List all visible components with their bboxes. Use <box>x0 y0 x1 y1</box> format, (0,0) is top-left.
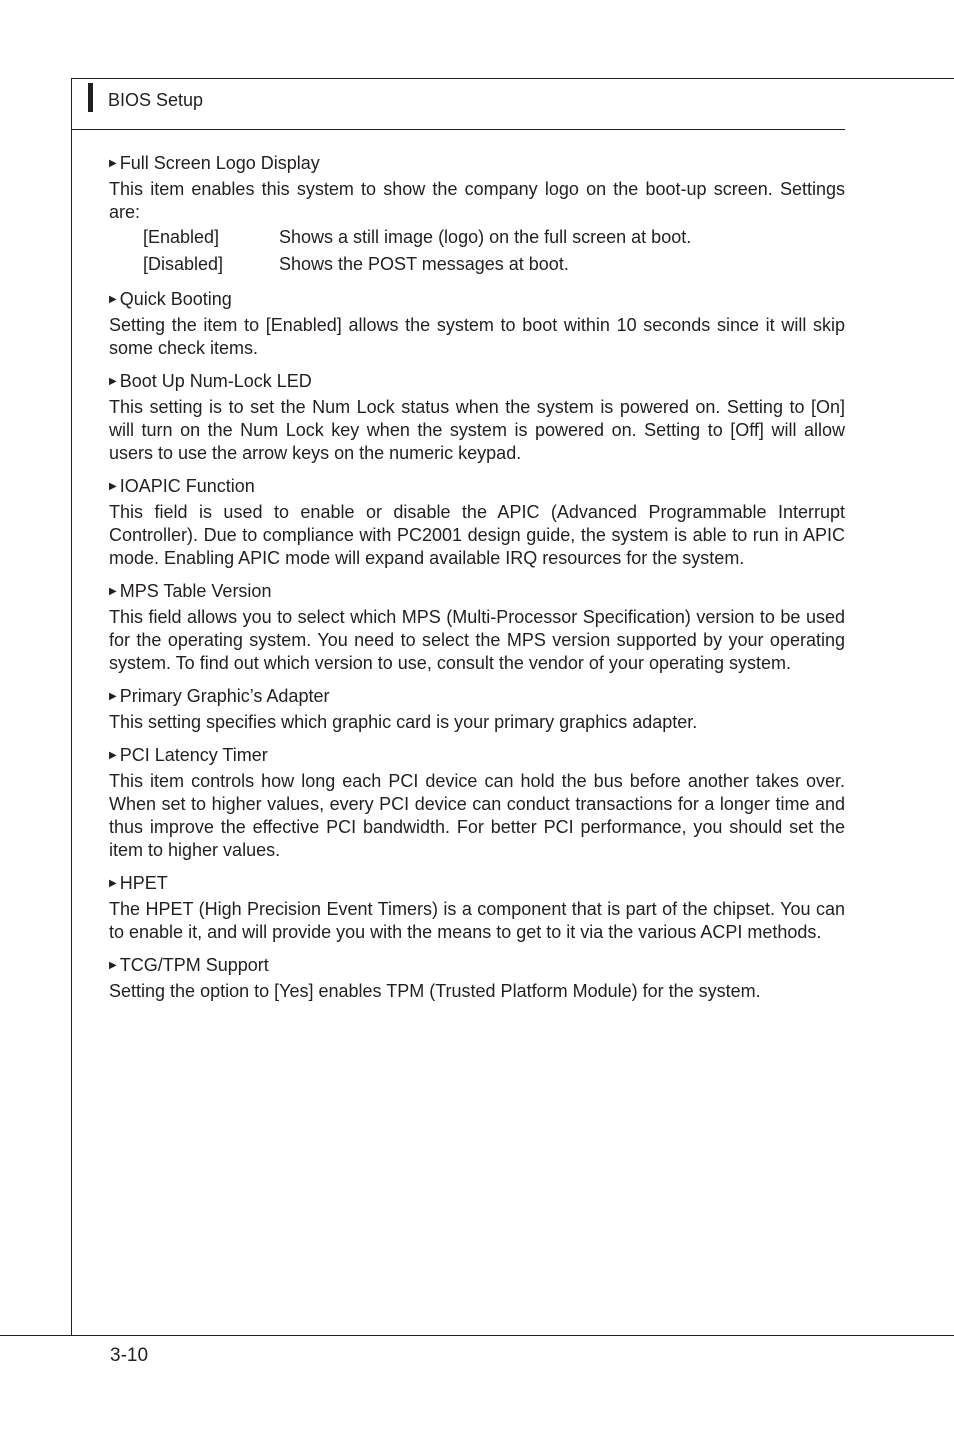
option-row <box>109 224 845 251</box>
main-content <box>109 152 845 1013</box>
option-description: Shows the POST messages at boot. <box>279 254 569 274</box>
section-title-text: HPET <box>119 873 168 893</box>
section-title <box>109 580 845 603</box>
section-title-text: TCG/TPM Support <box>119 955 269 975</box>
triangle-bullet-icon: ▶ <box>109 376 117 387</box>
margin-rule <box>71 78 72 1335</box>
section-body: Setting the item to [Enabled] allows the system to boot within 10 seconds since it will skip some check items. <box>109 315 845 358</box>
section-title <box>109 288 845 311</box>
triangle-bullet-icon: ▶ <box>109 691 117 702</box>
triangle-bullet-icon: ▶ <box>109 878 117 889</box>
option-name: [Enabled] <box>143 227 220 247</box>
section-body: This setting specifies which graphic card is your primary graphics adapter. <box>109 712 698 732</box>
section-title <box>109 872 845 895</box>
option-description: Shows a still image (logo) on the full screen at boot. <box>279 227 692 247</box>
triangle-bullet-icon: ▶ <box>109 750 117 761</box>
section-body: This item enables this system to show the company logo on the boot-up screen. Settings are: <box>109 179 845 222</box>
section-ioapic-function <box>109 475 845 570</box>
section-title-text: Boot Up Num-Lock LED <box>119 371 312 391</box>
section-mps-table-version <box>109 580 845 675</box>
header-top-rule <box>71 78 954 79</box>
option-row <box>109 251 845 278</box>
triangle-bullet-icon: ▶ <box>109 294 117 305</box>
triangle-bullet-icon: ▶ <box>109 586 117 597</box>
section-body: Setting the option to [Yes] enables TPM (Trusted Platform Module) for the system. <box>109 981 761 1001</box>
section-tcg-tpm-support <box>109 954 845 1003</box>
section-full-screen-logo-display <box>109 152 845 278</box>
triangle-bullet-icon: ▶ <box>109 158 117 169</box>
section-title-text: Full Screen Logo Display <box>119 153 320 173</box>
triangle-bullet-icon: ▶ <box>109 960 117 971</box>
section-boot-up-num-lock-led <box>109 370 845 465</box>
page-number: 3-10 <box>110 1345 149 1366</box>
section-body: The HPET (High Precision Event Timers) is a component that is part of the chipset. You can to enable it, and will provide you with the means to get to it via the various ACPI methods. <box>109 899 845 942</box>
section-body: This field allows you to select which MPS (Multi-Processor Specification) version to be used for the operating system. You need to select the MPS version supported by your operating system. To find out which version to use, consult the vendor of your operating system. <box>109 607 845 673</box>
header-bottom-rule <box>71 129 845 130</box>
section-body: This setting is to set the Num Lock status when the system is powered on. Setting to [On] will turn on the Num Lock key when the system is powered on. Setting to [Off] will allow users to use the arrow keys on the numeric keypad. <box>109 397 845 463</box>
section-title-text: Primary Graphic’s Adapter <box>119 686 330 706</box>
section-primary-graphics-adapter <box>109 685 845 734</box>
section-title <box>109 685 845 708</box>
header-bar-mark <box>88 83 93 112</box>
option-name: [Disabled] <box>143 254 224 274</box>
section-title-text: MPS Table Version <box>119 581 272 601</box>
section-hpet <box>109 872 845 944</box>
page-header-title: BIOS Setup <box>108 90 204 110</box>
triangle-bullet-icon: ▶ <box>109 481 117 492</box>
section-body: This field is used to enable or disable the APIC (Advanced Programmable Interrupt Controller). Due to compliance with PC2001 design guide, the system is able to run in APIC mode. Enabling APIC mode will expand available IRQ resources for the system. <box>109 502 845 568</box>
section-title <box>109 370 845 393</box>
section-title <box>109 152 845 175</box>
section-body: This item controls how long each PCI device can hold the bus before another takes over. When set to higher values, every PCI device can conduct transactions for a longer time and thus improve the effective PCI bandwidth. For better PCI performance, you should set the item to higher values. <box>109 771 845 860</box>
section-title <box>109 744 845 767</box>
section-title-text: IOAPIC Function <box>119 476 255 496</box>
section-title-text: Quick Booting <box>119 289 232 309</box>
section-title <box>109 954 845 977</box>
section-title <box>109 475 845 498</box>
section-title-text: PCI Latency Timer <box>119 745 268 765</box>
section-pci-latency-timer <box>109 744 845 862</box>
section-quick-booting <box>109 288 845 360</box>
footer-rule <box>0 1335 954 1336</box>
